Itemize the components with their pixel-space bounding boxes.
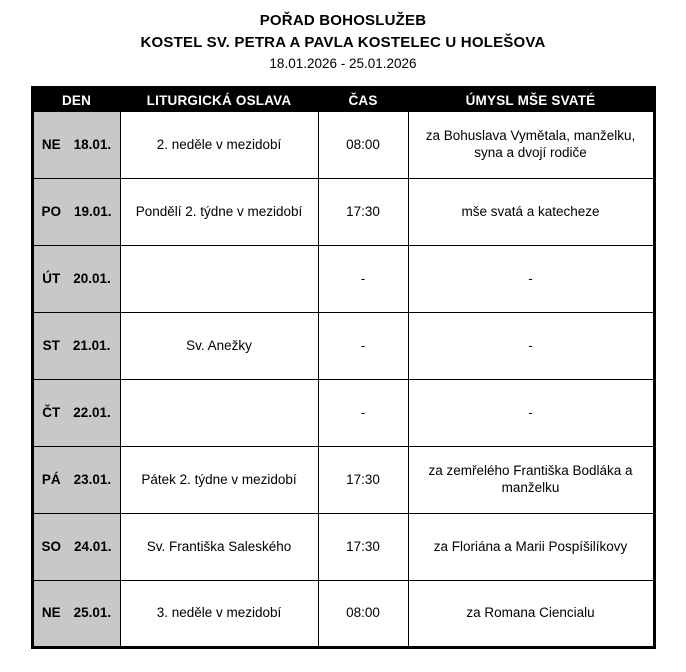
day-abbr: PO [41,203,62,219]
church-name: KOSTEL SV. PETRA A PAVLA KOSTELEC U HOLEŠOVA [140,34,546,51]
day-cell [32,313,120,380]
day-cell [32,179,120,246]
day-date: 22.01. [73,404,111,420]
schedule-table [31,86,656,649]
time-cell: - [318,313,408,380]
time-cell: 17:30 [318,179,408,246]
column-header-intention: ÚMYSL MŠE SVATÉ [408,88,654,112]
intention-cell: mše svatá a katecheze [408,179,654,246]
day-abbr: ČT [42,404,61,420]
day-date: 18.01. [73,136,112,152]
intention-cell: za Floriána a Marii Pospíšilíkovy [408,514,654,581]
day-date: 21.01. [72,337,111,353]
day-cell [32,112,120,179]
time-cell: - [318,246,408,313]
day-date: 19.01. [74,203,112,219]
celebration-cell: Pátek 2. týdne v mezidobí [120,447,318,514]
day-abbr: NE [41,605,61,621]
table-row [32,514,654,581]
day-date: 24.01. [74,538,112,554]
day-date: 25.01. [73,605,112,621]
intention-cell: - [408,313,654,380]
page-title: POŘAD BOHOSLUŽEB [259,12,427,29]
day-abbr: ST [42,337,60,353]
day-cell [32,380,120,447]
day-cell [32,514,120,581]
day-abbr: NE [41,136,61,152]
table-row [32,112,654,179]
celebration-cell: 3. neděle v mezidobí [120,581,318,648]
page-header [0,0,686,71]
time-cell: 08:00 [318,112,408,179]
table-row [32,179,654,246]
day-date: 20.01. [73,270,111,286]
intention-cell: - [408,380,654,447]
celebration-cell: Sv. Anežky [120,313,318,380]
intention-cell: za zemřelého Františka Bodláka a manželku [408,447,654,514]
celebration-cell [120,246,318,313]
time-cell: - [318,380,408,447]
celebration-cell: Sv. Františka Saleského [120,514,318,581]
date-range: 18.01.2026 - 25.01.2026 [269,56,417,71]
day-cell [32,246,120,313]
intention-cell: za Bohuslava Vymětala, manželku, syna a dvojí rodiče [408,112,654,179]
column-header-celebration: LITURGICKÁ OSLAVA [120,88,318,112]
celebration-cell: Pondělí 2. týdne v mezidobí [120,179,318,246]
time-cell: 17:30 [318,514,408,581]
day-abbr: ÚT [42,270,61,286]
day-cell [32,581,120,648]
time-cell: 17:30 [318,447,408,514]
celebration-cell: 2. neděle v mezidobí [120,112,318,179]
table-row [32,313,654,380]
table-row [32,246,654,313]
table-row [32,581,654,648]
day-abbr: SO [41,538,62,554]
day-abbr: PÁ [41,471,61,487]
intention-cell: za Romana Ciencialu [408,581,654,648]
table-row [32,380,654,447]
time-cell: 08:00 [318,581,408,648]
day-date: 23.01. [73,471,112,487]
day-cell [32,447,120,514]
table-row [32,447,654,514]
intention-cell: - [408,246,654,313]
column-header-day: DEN [32,88,120,112]
column-header-time: ČAS [318,88,408,112]
table-header-row [32,88,654,112]
celebration-cell [120,380,318,447]
